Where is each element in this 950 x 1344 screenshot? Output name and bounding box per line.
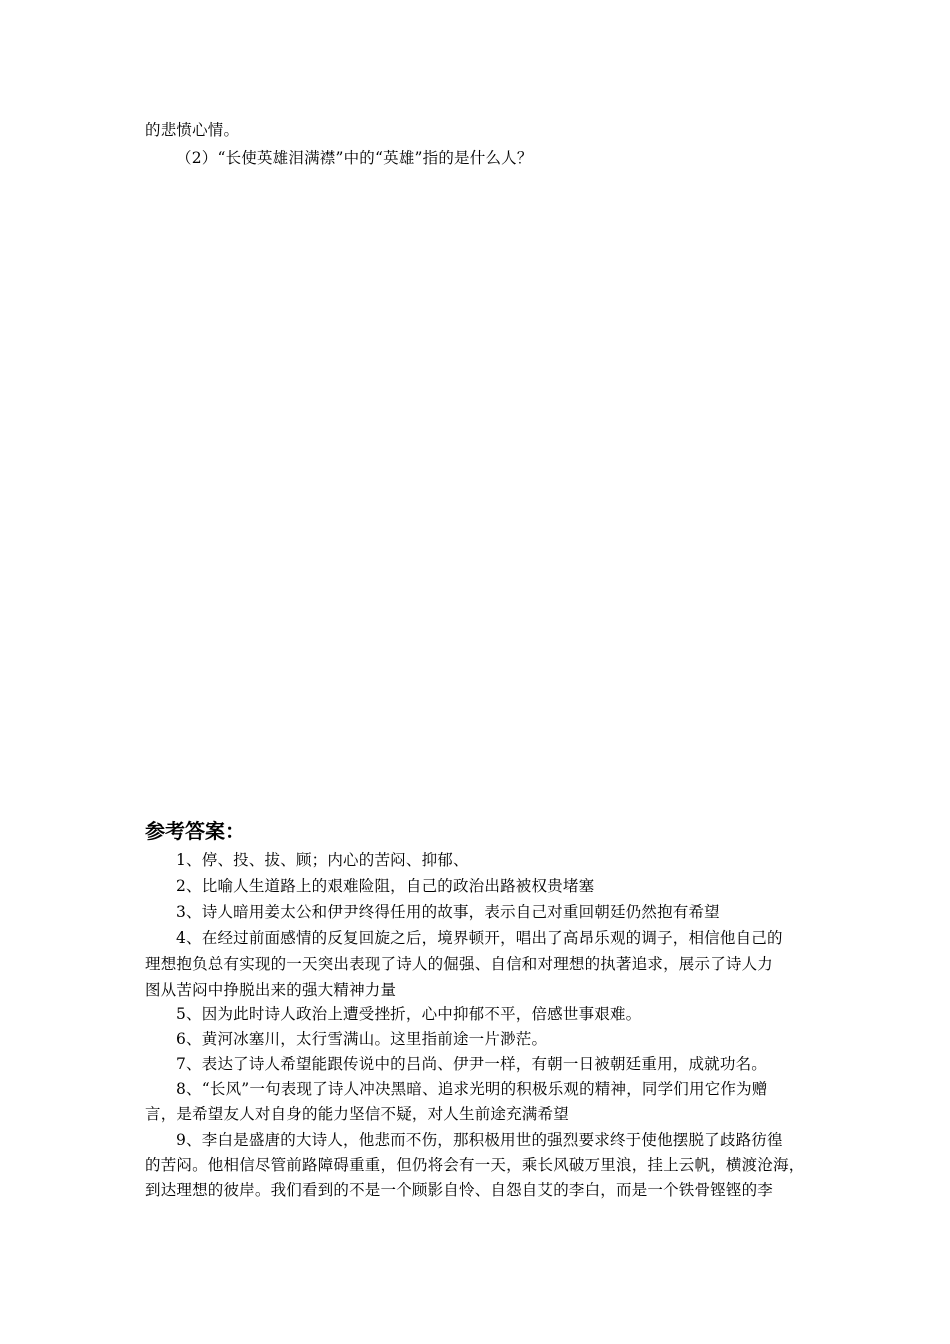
answer-1: 1、停、投、拔、顾；内心的苦闷、抑郁、 <box>176 851 469 869</box>
question-carryover-line: 的悲愤心情。 <box>145 121 240 139</box>
answer-4-line-1: 4、在经过前面感情的反复回旋之后，境界顿开，唱出了高昂乐观的调子，相信他自己的 <box>176 929 783 947</box>
answer-4-line-3: 图从苦闷中挣脱出来的强大精神力量 <box>145 981 397 999</box>
answer-9-line-2: 的苦闷。他相信尽管前路障碍重重，但仍将会有一天，乘长风破万里浪，挂上云帆，横渡沧海， <box>145 1156 805 1174</box>
answer-9-line-1: 9、李白是盛唐的大诗人，他悲而不伤，那积极用世的强烈要求终于使他摆脱了歧路彷徨 <box>176 1131 783 1149</box>
answers-heading: 参考答案： <box>145 819 245 843</box>
answer-7: 7、表达了诗人希望能跟传说中的吕尚、伊尹一样，有朝一日被朝廷重用，成就功名。 <box>176 1055 767 1073</box>
answer-8-line-2: 言，是希望友人对自身的能力坚信不疑，对人生前途充满希望 <box>145 1105 569 1123</box>
answer-5: 5、因为此时诗人政治上遭受挫折，心中抑郁不平，倍感世事艰难。 <box>176 1005 642 1023</box>
answer-3: 3、诗人暗用姜太公和伊尹终得任用的故事，表示自己对重回朝廷仍然抱有希望 <box>176 903 720 921</box>
answer-9-line-3: 到达理想的彼岸。我们看到的不是一个顾影自怜、自怨自艾的李白，而是一个铁骨铿铿的李 <box>145 1181 774 1199</box>
answer-2: 2、比喻人生道路上的艰难险阻，自己的政治出路被权贵堵塞 <box>176 877 595 895</box>
answer-4-line-2: 理想抱负总有实现的一天突出表现了诗人的倔强、自信和对理想的执著追求，展示了诗人力 <box>145 955 774 973</box>
answer-6: 6、黄河冰塞川，太行雪满山。这里指前途一片渺茫。 <box>176 1030 548 1048</box>
answer-8-line-1: 8、“长风”一句表现了诗人冲决黑暗、追求光明的积极乐观的精神，同学们用它作为赠 <box>176 1080 768 1098</box>
question-2: （2）“长使英雄泪满襟”中的“英雄”指的是什么人？ <box>176 149 533 167</box>
